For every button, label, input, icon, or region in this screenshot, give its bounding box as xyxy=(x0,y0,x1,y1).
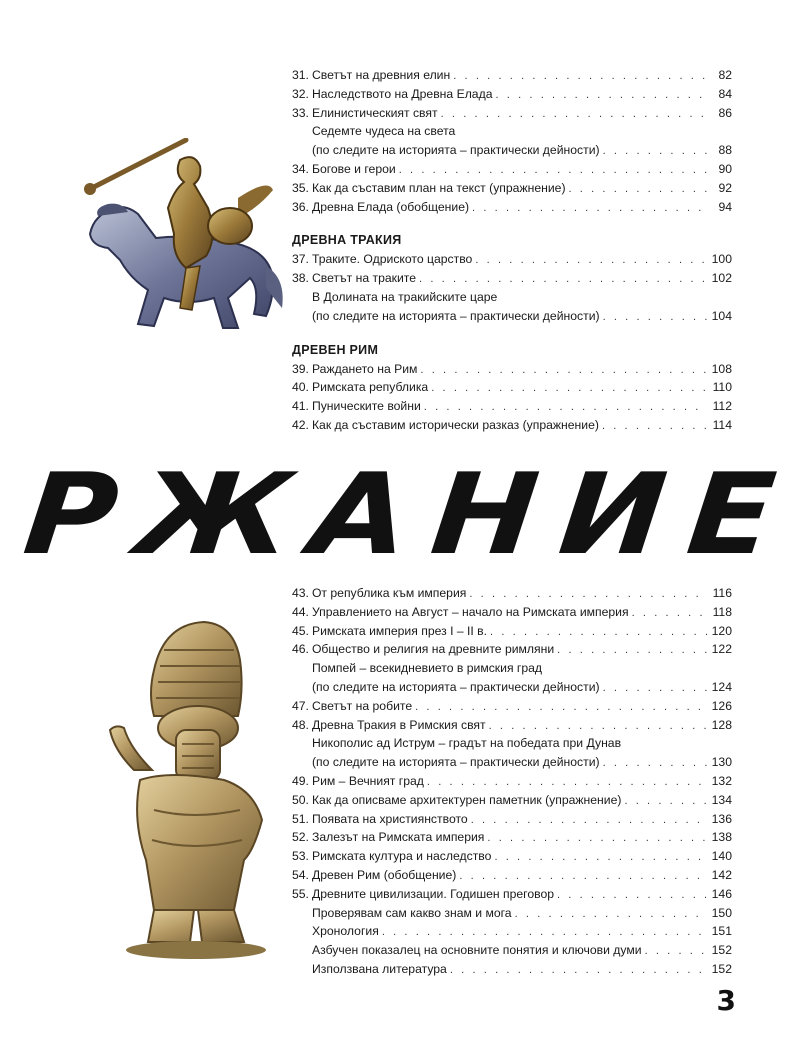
entry-title: Римската култура и наследство xyxy=(311,849,492,864)
thracian-horseman-icon xyxy=(68,138,290,338)
entry-page: 142 xyxy=(711,867,732,882)
entry-title: Появата на християнството xyxy=(311,811,468,826)
gladiator-statuette-icon xyxy=(94,620,284,960)
toc-entry[interactable] xyxy=(292,104,732,123)
dot-leader xyxy=(415,698,707,716)
dot-leader xyxy=(399,161,707,179)
dot-leader xyxy=(453,67,707,85)
entry-title: (по следите на историята – практически дейности) xyxy=(312,679,600,694)
entry-title: Азбучен показалец на основните понятия и ключови думи xyxy=(312,943,642,958)
entry-title: Как да съставим исторически разказ (упражнение) xyxy=(311,417,599,432)
toc-entry[interactable] xyxy=(292,640,732,659)
entry-page: 112 xyxy=(712,399,732,414)
entry-page: 108 xyxy=(711,361,732,376)
dot-leader xyxy=(602,417,707,435)
entry-page: 100 xyxy=(711,252,732,267)
entry-page: 136 xyxy=(711,811,732,826)
entry-number: 51. xyxy=(292,811,309,826)
toc-top-block xyxy=(292,66,732,435)
toc-entry[interactable] xyxy=(292,198,732,217)
entry-title: Наследството на Древна Елада xyxy=(311,86,493,101)
banner-letter: А xyxy=(305,450,416,580)
dot-leader xyxy=(459,867,707,885)
entry-page: 152 xyxy=(711,961,732,976)
dot-leader xyxy=(471,811,707,829)
entry-page: 82 xyxy=(718,68,732,82)
entry-title: Как да съставим план на текст (упражнение) xyxy=(311,180,566,195)
entry-page: 124 xyxy=(711,679,732,694)
entry-title: Траките. Одриското царство xyxy=(311,252,473,267)
entry-number: 42. xyxy=(292,417,309,432)
toc-entry[interactable] xyxy=(292,85,732,104)
entry-title: В Долината на тракийските царе xyxy=(312,289,498,304)
entry-number: 34. xyxy=(292,161,309,176)
toc-entry[interactable] xyxy=(292,922,732,941)
section-heading-rome: ДРЕВЕН РИМ xyxy=(292,342,379,357)
section-heading-thrace: ДРЕВНА ТРАКИЯ xyxy=(292,233,402,248)
entry-title: Използвана литература xyxy=(312,961,447,976)
entry-number: 55. xyxy=(292,886,309,901)
entry-page: 118 xyxy=(712,604,732,619)
dot-leader xyxy=(557,886,707,904)
entry-title: Как да описваме архитектурен паметник (упражнение) xyxy=(311,792,622,807)
toc-entry[interactable] xyxy=(292,160,732,179)
entry-number: 43. xyxy=(292,586,309,600)
entry-title: От република към империя xyxy=(311,586,467,600)
entry-page: 90 xyxy=(718,161,732,176)
dot-leader xyxy=(382,923,707,941)
toc-entry[interactable] xyxy=(292,141,732,160)
entry-page: 151 xyxy=(711,924,732,939)
entry-number: 39. xyxy=(292,361,309,376)
entry-number: 33. xyxy=(292,105,309,120)
entry-number: 36. xyxy=(292,199,309,214)
dot-leader xyxy=(645,942,707,960)
toc-entry[interactable] xyxy=(292,378,732,397)
dot-leader xyxy=(441,105,707,123)
toc-entry[interactable] xyxy=(292,307,732,326)
entry-page: 128 xyxy=(711,717,732,732)
entry-title: Римската република xyxy=(311,380,429,395)
entry-title: Рим – Вечният град xyxy=(311,773,424,788)
entry-title: (по следите на историята – практически дейности) xyxy=(312,755,600,770)
toc-entry[interactable] xyxy=(292,716,732,735)
entry-page: 104 xyxy=(711,308,732,323)
entry-title: Римската империя през I – II в. xyxy=(311,623,488,638)
entry-page: 94 xyxy=(718,199,732,214)
entry-number: 31. xyxy=(292,68,309,82)
entry-number: 45. xyxy=(292,623,309,638)
toc-entry-continuation xyxy=(292,288,732,307)
entry-number: 37. xyxy=(292,252,309,267)
toc-entry-continuation xyxy=(292,734,732,753)
dot-leader xyxy=(420,361,707,379)
toc-entry[interactable] xyxy=(292,678,732,697)
banner-letter: И xyxy=(553,450,672,580)
entry-title: Проверявам сам какво знам и мога xyxy=(312,905,512,920)
dot-leader xyxy=(490,623,707,641)
toc-entry[interactable] xyxy=(292,960,732,979)
entry-page: 150 xyxy=(711,905,732,920)
toc-entry[interactable] xyxy=(292,753,732,772)
banner-letter: Ж xyxy=(131,450,299,580)
toc-entry[interactable] xyxy=(292,697,732,716)
entry-page: 120 xyxy=(711,623,732,638)
entry-number: 46. xyxy=(292,642,309,657)
toc-entry[interactable] xyxy=(292,250,732,269)
entry-title: Общество и религия на древните римляни xyxy=(311,642,555,657)
entry-title: Елинистическият свят xyxy=(311,105,438,120)
dot-leader xyxy=(424,398,707,416)
toc-entry[interactable] xyxy=(292,584,732,603)
toc-entry[interactable] xyxy=(292,360,732,379)
toc-entry-continuation xyxy=(292,659,732,678)
entry-number: 35. xyxy=(292,180,309,195)
dot-leader xyxy=(469,585,707,603)
dot-leader xyxy=(603,679,707,697)
entry-title: Светът на робите xyxy=(311,698,413,713)
entry-title: Раждането на Рим xyxy=(311,361,418,376)
entry-page: 116 xyxy=(712,586,732,600)
entry-number: 41. xyxy=(292,399,309,414)
toc-entry[interactable] xyxy=(292,397,732,416)
entry-page: 122 xyxy=(711,642,732,657)
entry-page: 110 xyxy=(712,380,732,395)
toc-entry[interactable] xyxy=(292,904,732,923)
toc-entry[interactable] xyxy=(292,791,732,810)
entry-title: Помпей – всекидневието в римския град xyxy=(312,661,543,676)
toc-entry[interactable] xyxy=(292,603,732,622)
entry-title: Древна Елада (обобщение) xyxy=(311,199,470,214)
entry-page: 134 xyxy=(711,792,732,807)
entry-number: 54. xyxy=(292,867,309,882)
toc-entry[interactable] xyxy=(292,66,732,85)
entry-title: Пуническите войни xyxy=(311,399,421,414)
dot-leader xyxy=(489,717,707,735)
dot-leader xyxy=(450,961,707,979)
dot-leader xyxy=(487,829,707,847)
dot-leader xyxy=(495,86,707,104)
dot-leader xyxy=(475,251,707,269)
entry-page: 114 xyxy=(712,417,732,432)
entry-title: Древен Рим (обобщение) xyxy=(311,867,457,882)
banner-letter: Р xyxy=(18,450,124,580)
dot-leader xyxy=(419,270,707,288)
entry-page: 84 xyxy=(718,86,732,101)
entry-page: 146 xyxy=(711,886,732,901)
dot-leader xyxy=(431,379,707,397)
entry-title: Богове и герои xyxy=(311,161,396,176)
toc-entry-continuation xyxy=(292,122,732,141)
entry-number: 38. xyxy=(292,271,309,286)
dot-leader xyxy=(624,792,707,810)
dot-leader xyxy=(472,199,707,217)
dot-leader xyxy=(569,180,708,198)
entry-number: 52. xyxy=(292,830,309,845)
entry-title: Светът на древния елин xyxy=(311,68,451,82)
entry-page: 102 xyxy=(711,271,732,286)
toc-entry[interactable] xyxy=(292,941,732,960)
toc-entry[interactable] xyxy=(292,810,732,829)
entry-page: 152 xyxy=(711,943,732,958)
dot-leader xyxy=(632,604,707,622)
toc-entry[interactable] xyxy=(292,828,732,847)
entry-title: Залезът на Римската империя xyxy=(311,830,485,845)
entry-number: 44. xyxy=(292,604,309,619)
entry-number: 47. xyxy=(292,698,309,713)
entry-page: 138 xyxy=(711,830,732,845)
entry-page: 86 xyxy=(718,105,732,120)
entry-title: (по следите на историята – практически дейности) xyxy=(312,308,600,323)
entry-title: Древните цивилизации. Годишен преговор xyxy=(311,886,554,901)
entry-title: Седемте чудеса на света xyxy=(312,124,456,139)
entry-page: 126 xyxy=(711,698,732,713)
entry-number: 49. xyxy=(292,773,309,788)
entry-title: Никополис ад Иструм – градът на победата при Дунав xyxy=(312,736,622,751)
entry-number: 48. xyxy=(292,717,309,732)
toc-entry[interactable] xyxy=(292,866,732,885)
entry-number: 32. xyxy=(292,86,309,101)
entry-page: 130 xyxy=(711,755,732,770)
entry-number: 40. xyxy=(292,380,309,395)
entry-number: 50. xyxy=(292,792,309,807)
entry-page: 92 xyxy=(718,180,732,195)
toc-entry[interactable] xyxy=(292,847,732,866)
contents-banner xyxy=(18,450,782,580)
toc-bottom-block xyxy=(292,584,732,979)
entry-title: Хронология xyxy=(312,924,379,939)
entry-number: 53. xyxy=(292,849,309,864)
entry-page: 88 xyxy=(718,143,732,158)
toc-entry[interactable] xyxy=(292,416,732,435)
toc-entry[interactable] xyxy=(292,885,732,904)
toc-entry[interactable] xyxy=(292,622,732,641)
dot-leader xyxy=(494,848,707,866)
toc-entry[interactable] xyxy=(292,179,732,198)
banner-letter: Е xyxy=(682,450,782,580)
entry-title: (по следите на историята – практически дейности) xyxy=(312,143,600,158)
entry-page: 132 xyxy=(711,773,732,788)
toc-entry[interactable] xyxy=(292,772,732,791)
dot-leader xyxy=(515,905,707,923)
dot-leader xyxy=(603,142,707,160)
dot-leader xyxy=(427,773,707,791)
toc-entry[interactable] xyxy=(292,269,732,288)
dot-leader xyxy=(603,308,707,326)
dot-leader xyxy=(603,754,707,772)
entry-title: Управлението на Август – начало на Римската империя xyxy=(311,604,629,619)
banner-letter: Н xyxy=(425,450,545,580)
entry-title: Светът на траките xyxy=(311,271,417,286)
dot-leader xyxy=(557,641,707,659)
entry-title: Древна Тракия в Римския свят xyxy=(311,717,486,732)
page-number: 3 xyxy=(716,984,736,1017)
entry-page: 140 xyxy=(711,849,732,864)
